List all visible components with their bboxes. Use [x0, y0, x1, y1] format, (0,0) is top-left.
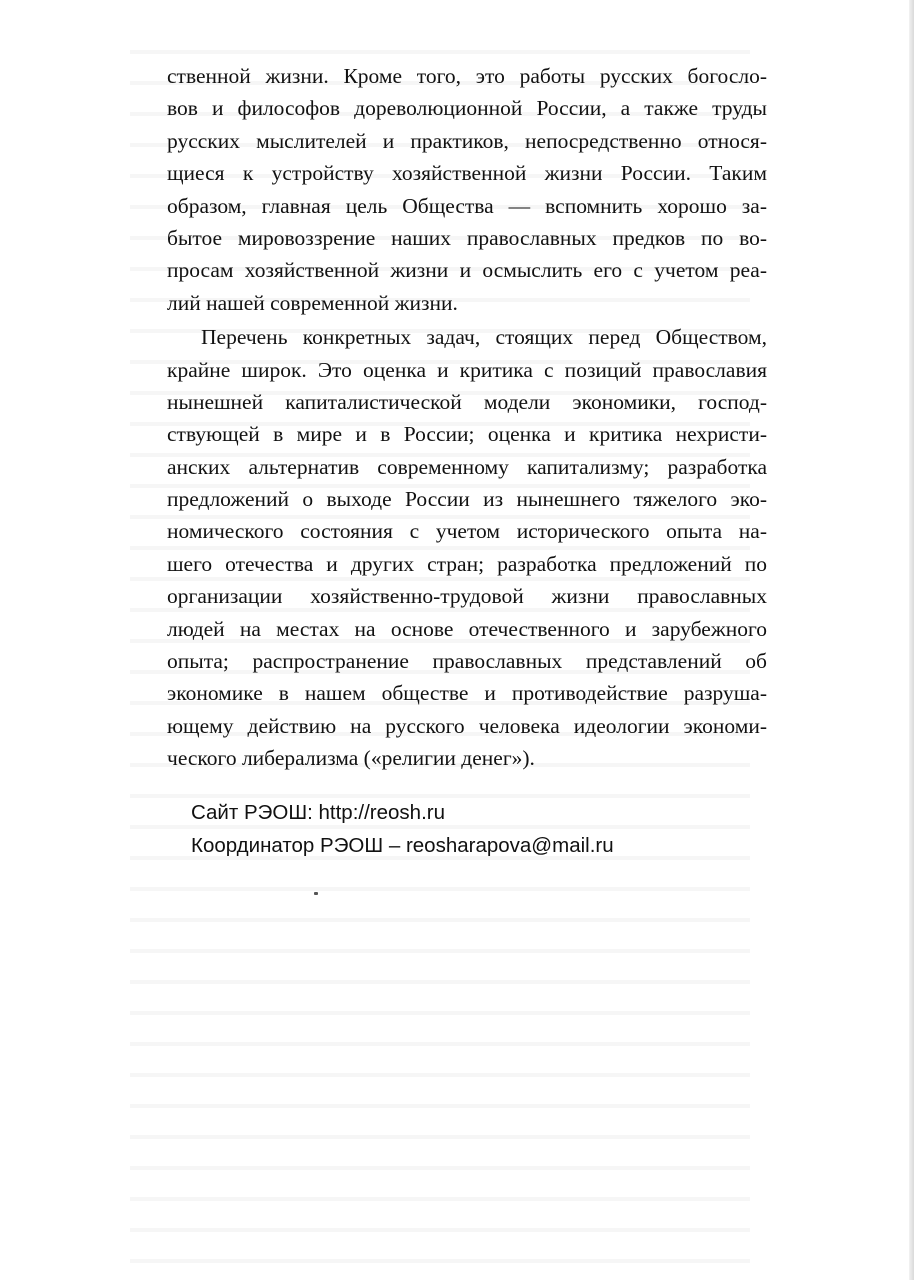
body-text — [167, 60, 767, 775]
paragraph-1 — [167, 60, 767, 319]
text-line: русских мыслителей и практиков, непосредственно относя- — [167, 128, 767, 153]
text-line: вов и философов дореволюционной России, а также труды — [167, 96, 767, 121]
text-line: щиеся к устройству хозяйственной жизни России. Таким — [167, 161, 767, 186]
text-line: шего отечества и других стран; разработка предложений по — [167, 551, 767, 576]
text-line: номического состояния с учетом исторического опыта на- — [167, 519, 767, 544]
text-line: ственной жизни. Кроме того, это работы русских богосло- — [167, 64, 767, 88]
text-line: экономике в нашем обществе и противодействие разруша- — [167, 681, 767, 706]
text-line: нынешней капиталистической модели экономики, господ- — [167, 389, 767, 414]
contact-block — [191, 796, 614, 862]
coordinator-line: Координатор РЭОШ – reosharapova@mail.ru — [191, 834, 614, 857]
text-line: ющему действию на русского человека идеологии экономи- — [167, 713, 767, 738]
text-line: ческого либерализма («религии денег»). — [167, 746, 535, 771]
text-line: лий нашей современной жизни. — [167, 290, 458, 315]
text-line: людей на местах на основе отечественного и зарубежного — [167, 616, 767, 641]
text-line: организации хозяйственно-трудовой жизни православных — [167, 584, 767, 609]
print-speck — [314, 892, 318, 895]
text-line: Перечень конкретных задач, стоящих перед Обществом, — [201, 325, 767, 350]
text-line: анских альтернатив современному капитализму; разработка — [167, 454, 767, 479]
text-line: образом, главная цель Общества — вспомнить хорошо за- — [167, 193, 767, 218]
text-line: предложений о выходе России из нынешнего тяжелого эко- — [167, 487, 767, 512]
text-line: просам хозяйственной жизни и осмыслить его с учетом реа- — [167, 258, 767, 283]
paragraph-2 — [167, 321, 767, 774]
text-line: опыта; распространение православных представлений об — [167, 649, 767, 674]
text-line: ствующей в мире и в России; оценка и критика нехристи- — [167, 422, 767, 447]
text-line: бытое мировоззрение наших православных предков по во- — [167, 225, 767, 250]
text-line: крайне широк. Это оценка и критика с позиций православия — [167, 357, 767, 382]
page-edge — [909, 0, 914, 1280]
site-line: Сайт РЭОШ: http://reosh.ru — [191, 801, 445, 824]
